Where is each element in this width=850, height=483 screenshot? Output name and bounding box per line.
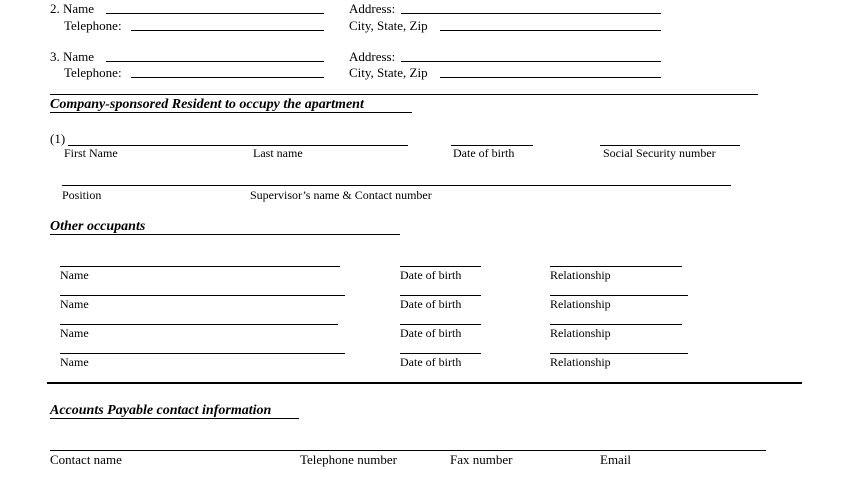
- company-ssn-label: Social Security number: [603, 146, 716, 160]
- occupant-dob-label: Date of birth: [400, 355, 462, 369]
- ref2-city-line[interactable]: [440, 30, 661, 31]
- occupant-name-line[interactable]: [60, 295, 345, 296]
- occupant-name-label: Name: [60, 268, 89, 282]
- ref2-telephone-label: Telephone:: [64, 18, 122, 33]
- company-position-label: Position: [62, 188, 102, 202]
- section-divider-1: [50, 94, 758, 95]
- occupant-dob-line[interactable]: [400, 266, 481, 267]
- ref2-city-label: City, State, Zip: [349, 18, 428, 33]
- ref3-name-label: 3. Name: [50, 49, 95, 64]
- accounts-contact-label: Contact name: [50, 452, 122, 467]
- ref3-telephone-line[interactable]: [131, 77, 324, 78]
- ref3-address-line[interactable]: [401, 61, 661, 62]
- occupant-name-label: Name: [60, 297, 89, 311]
- ref3-city-label: City, State, Zip: [349, 65, 428, 80]
- occupant-name-line[interactable]: [60, 353, 345, 354]
- company-first-name-label: First Name: [64, 146, 118, 160]
- company-name-line[interactable]: [68, 145, 408, 146]
- occupant-relationship-line[interactable]: [550, 324, 682, 325]
- occupant-dob-label: Date of birth: [400, 297, 462, 311]
- accounts-email-label: Email: [600, 452, 632, 467]
- occupant-relationship-label: Relationship: [550, 297, 611, 311]
- ref2-address-label: Address:: [349, 1, 396, 16]
- occupant-relationship-label: Relationship: [550, 326, 611, 340]
- occupant-relationship-label: Relationship: [550, 268, 611, 282]
- ref3-name-line[interactable]: [106, 61, 324, 62]
- occupant-relationship-label: Relationship: [550, 355, 611, 369]
- accounts-telephone-label: Telephone number: [300, 452, 397, 467]
- ref3-telephone-label: Telephone:: [64, 65, 122, 80]
- occupant-name-line[interactable]: [60, 324, 338, 325]
- company-last-name-label: Last name: [253, 146, 303, 160]
- occupant-name-line[interactable]: [60, 266, 340, 267]
- occupant-dob-line[interactable]: [400, 353, 481, 354]
- ref2-name-label: 2. Name: [50, 1, 95, 16]
- ref3-city-line[interactable]: [440, 77, 661, 78]
- occupant-relationship-line[interactable]: [550, 353, 688, 354]
- section-divider-2: [47, 382, 802, 384]
- company-heading-underline: [50, 112, 412, 113]
- accounts-section-heading: Accounts Payable contact information: [50, 403, 272, 418]
- ref2-name-line[interactable]: [106, 13, 324, 14]
- ref2-telephone-line[interactable]: [131, 30, 324, 31]
- occupants-heading-underline: [50, 234, 400, 235]
- accounts-heading-underline: [50, 418, 299, 419]
- ref2-address-line[interactable]: [401, 13, 661, 14]
- company-position-line[interactable]: [62, 185, 731, 186]
- company-supervisor-label: Supervisor’s name & Contact number: [250, 188, 432, 202]
- company-dob-label: Date of birth: [453, 146, 515, 160]
- occupant-dob-line[interactable]: [400, 295, 481, 296]
- occupant-dob-label: Date of birth: [400, 326, 462, 340]
- occupants-section-heading: Other occupants: [50, 219, 146, 234]
- occupant-name-label: Name: [60, 355, 89, 369]
- accounts-contact-line[interactable]: [50, 450, 766, 451]
- occupant-dob-label: Date of birth: [400, 268, 462, 282]
- ref3-address-label: Address:: [349, 49, 396, 64]
- company-section-heading: Company-sponsored Resident to occupy the apartment: [50, 97, 364, 112]
- occupant-name-label: Name: [60, 326, 89, 340]
- company-item-number: (1): [50, 131, 66, 146]
- occupant-relationship-line[interactable]: [550, 295, 688, 296]
- occupant-relationship-line[interactable]: [550, 266, 682, 267]
- accounts-fax-label: Fax number: [450, 452, 513, 467]
- occupant-dob-line[interactable]: [400, 324, 481, 325]
